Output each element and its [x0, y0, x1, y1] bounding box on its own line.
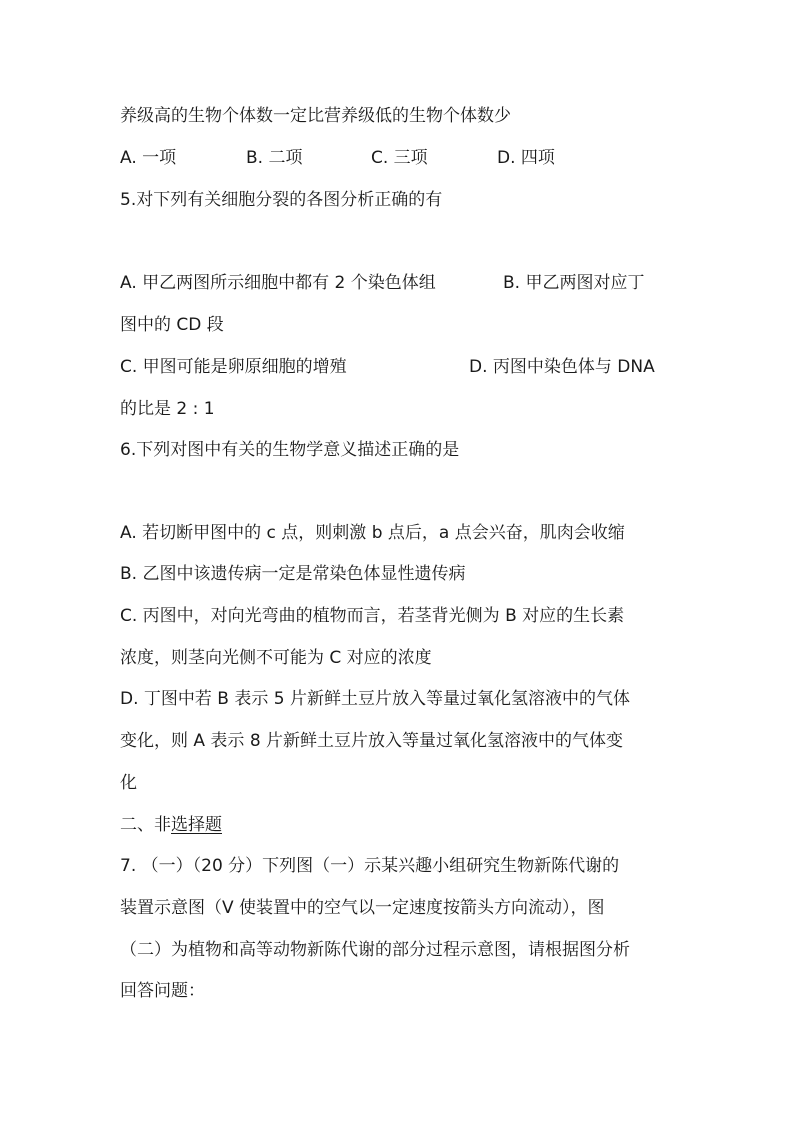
text-line: 养级高的生物个体数一定比营养级低的生物个体数少 [120, 106, 511, 126]
option-b: B. 二项 [246, 148, 303, 168]
q7-line3: （二）为植物和高等动物新陈代谢的部分过程示意图，请根据图分析 [120, 940, 630, 960]
q6-option-d-line3: 化 [120, 773, 137, 793]
q6-option-c-line2: 浓度，则茎向光侧不可能为 C 对应的浓度 [120, 648, 432, 668]
section-2-prefix: 二、非 [120, 815, 171, 835]
option-c: C. 三项 [371, 148, 428, 168]
section-2-link[interactable]: 选择题 [171, 815, 222, 835]
q7-line4: 回答问题： [120, 981, 205, 1001]
q5-option-d: D. 丙图中染色体与 DNA [469, 357, 655, 377]
q6-option-d-line1: D. 丁图中若 B 表示 5 片新鲜土豆片放入等量过氧化氢溶液中的气体 [120, 689, 630, 709]
option-d: D. 四项 [497, 148, 555, 168]
q5-option-b: B. 甲乙两图对应丁 [503, 273, 645, 293]
q5-option-c: C. 甲图可能是卵原细胞的增殖 [120, 357, 347, 377]
section-2-heading [120, 813, 222, 837]
q5-option-d-continued: 的比是 2 : 1 [120, 399, 215, 419]
q6-option-b: B. 乙图中该遗传病一定是常染色体显性遗传病 [120, 564, 466, 584]
q6-option-a: A. 若切断甲图中的 c 点，则刺激 b 点后，a 点会兴奋，肌肉会收缩 [120, 523, 625, 543]
question-6-stem: 6.下列对图中有关的生物学意义描述正确的是 [120, 440, 460, 460]
q6-option-d-line2: 变化，则 A 表示 8 片新鲜土豆片放入等量过氧化氢溶液中的气体变 [120, 731, 624, 751]
q7-line2: 装置示意图（V 使装置中的空气以一定速度按箭头方向流动），图 [120, 898, 605, 918]
q5-option-b-continued: 图中的 CD 段 [120, 315, 224, 335]
q5-option-a: A. 甲乙两图所示细胞中都有 2 个染色体组 [120, 273, 436, 293]
option-a: A. 一项 [120, 148, 177, 168]
q7-line1: 7. （一）（20 分）下列图（一）示某兴趣小组研究生物新陈代谢的 [120, 856, 620, 876]
q6-option-c-line1: C. 丙图中，对向光弯曲的植物而言，若茎背光侧为 B 对应的生长素 [120, 606, 625, 626]
question-5-stem: 5.对下列有关细胞分裂的各图分析正确的有 [120, 190, 443, 210]
